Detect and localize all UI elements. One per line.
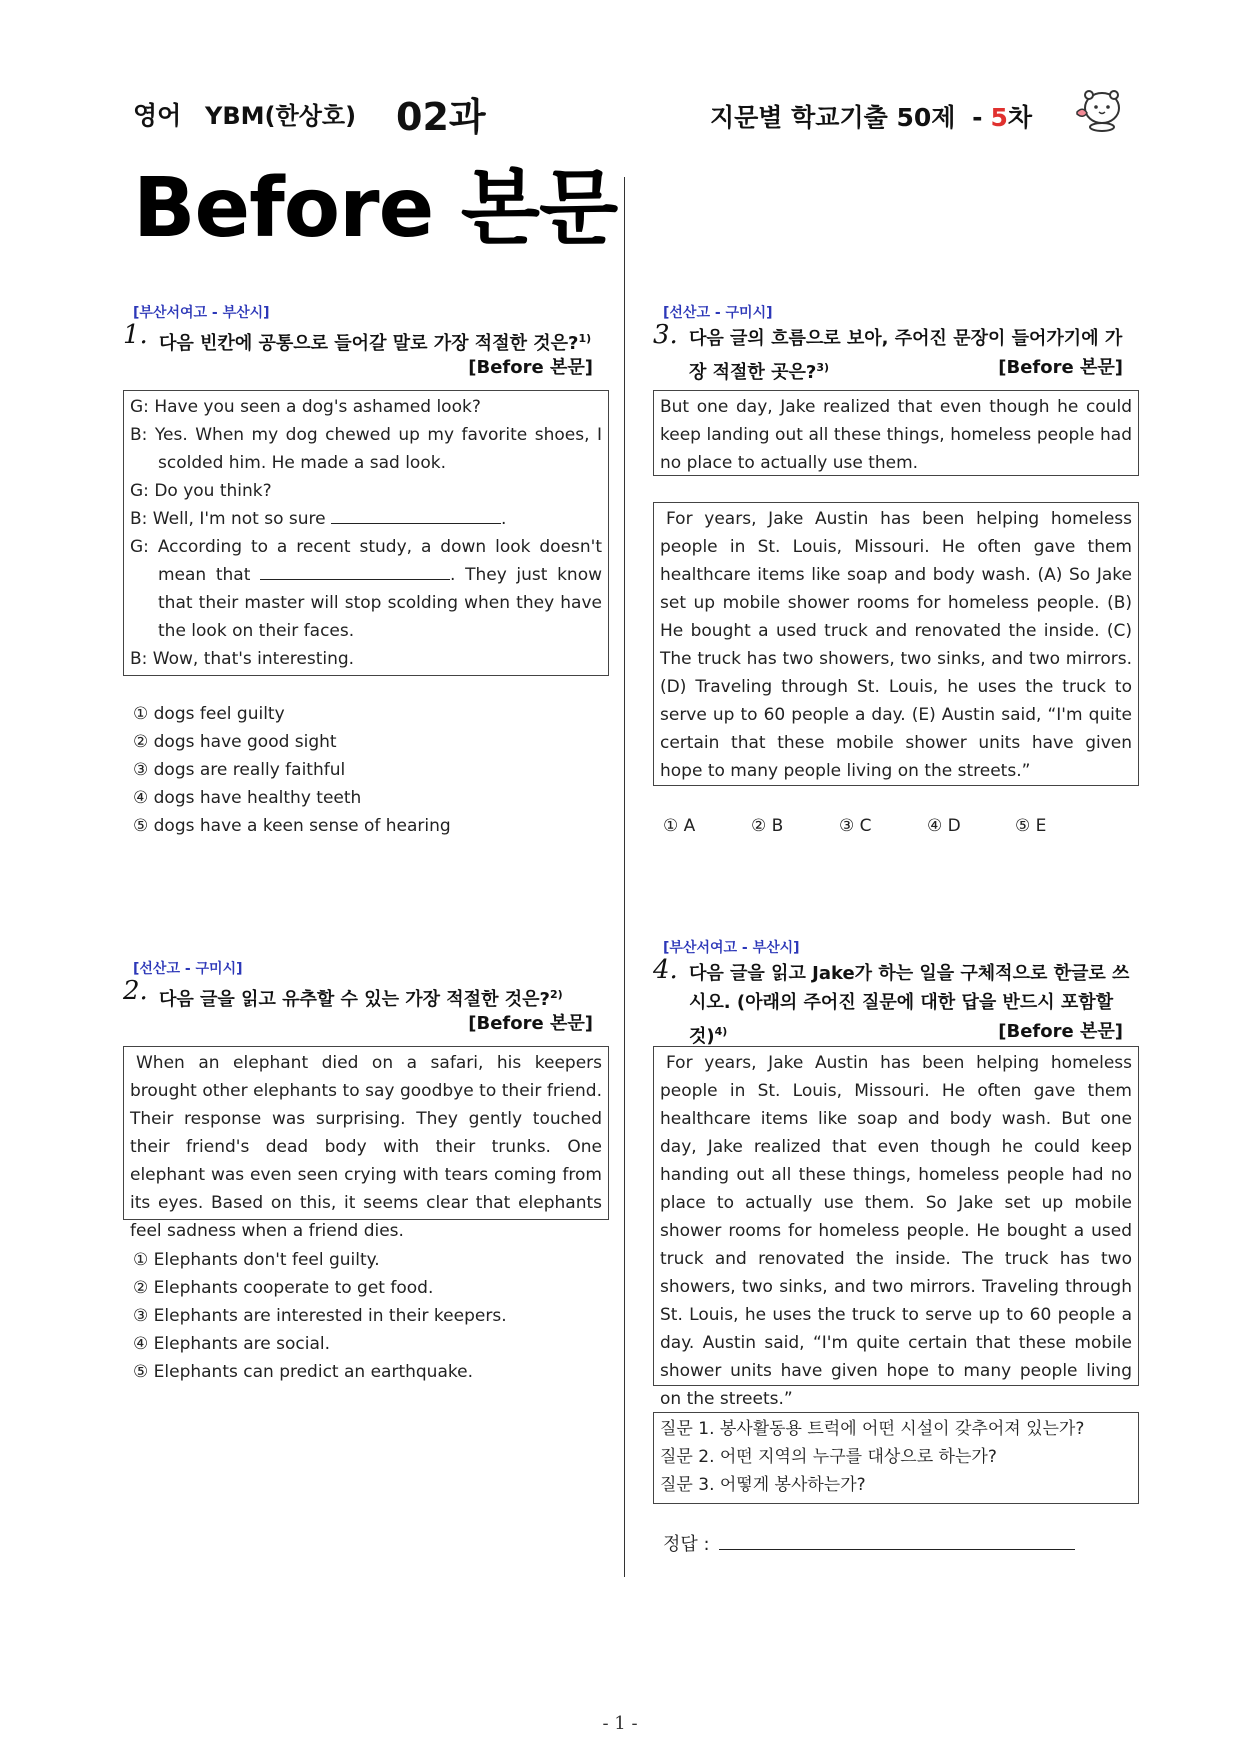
q4-prompt-line2: 시오. (아래의 주어진 질문에 대한 답을 반드시 포함할 (689, 992, 1114, 1013)
q4-passage: For years, Jake Austin has been helping homeless people in St. Louis, Missouri. He often gave them healthcare items like soap and body wash. But one day, Jake realized that even though he could keep handing out all these things, homeless people had no place to actually use them. So Jake set up mobile shower rooms for homeless people. He bought a used truck and renovated the inside. The truck has two showers, two sinks, and two mirrors. Traveling through St. Louis, he uses the truck to serve up to 60 people a day. Austin said, “I'm quite certain that these mobile shower units have given hope to many people living on the streets.” (660, 1053, 1132, 1409)
q3-choices (663, 816, 1103, 836)
q4-tag: [Before 본문] (998, 1021, 1123, 1042)
collection-header (710, 98, 1032, 134)
q2-footnote: 2) (549, 988, 563, 1001)
q4-number: 4. (653, 955, 678, 985)
dialogue-line: G: Have you seen a dog's ashamed look? (130, 397, 481, 417)
answer-blank (260, 561, 450, 580)
answer-label: 정답 : (663, 1534, 710, 1555)
choice-option[interactable]: ② Elephants cooperate to get food. (133, 1278, 434, 1298)
sub-question: 질문 2. 어떤 지역의 누구를 대상으로 하는가? (660, 1447, 997, 1467)
q1-choices (133, 700, 451, 840)
q2-number: 2. (123, 976, 148, 1006)
q3-tag: [Before 본문] (998, 357, 1123, 378)
round-number: 5 (990, 103, 1008, 132)
choice-option[interactable]: ⑤ E (1015, 816, 1047, 836)
round-suffix: 차 (1007, 103, 1033, 132)
column-divider (624, 177, 625, 1577)
q2-passage: When an elephant died on a safari, his keepers brought other elephants to say goodbye to their friend. Their response was surprising. They gently touched their friend's dead body with their trunks. One elephant was even seen crying with tears coming from its eyes. Based on this, it seems clear that elephants feel sadness when a friend dies. (130, 1053, 602, 1241)
q3-header (653, 320, 1139, 384)
q3-footnote: 3) (816, 361, 829, 374)
q4-prompt-line3: 것) (689, 1026, 715, 1047)
publisher-label: YBM(한상호) (205, 102, 357, 130)
q3-school: [선산고 - 구미시] (663, 305, 773, 321)
q3-given-sentence: But one day, Jake realized that even though he could keep landing out all these things, homeless people had no place to actually use them. (660, 397, 1132, 473)
header-dash: - (972, 103, 983, 132)
q2-choices (133, 1246, 507, 1386)
page-number: - 1 - (602, 1713, 638, 1734)
q1-number: 1. (123, 320, 148, 350)
choice-option[interactable]: ① Elephants don't feel guilty. (133, 1250, 380, 1270)
q3-number: 3. (653, 320, 678, 350)
dialogue-line: B: Yes. When my dog chewed up my favorite shoes, I scolded him. He made a sad look. (130, 425, 602, 473)
choice-option[interactable]: ⑤ dogs have a keen sense of hearing (133, 816, 451, 836)
answer-blank (331, 505, 501, 524)
q4-header (653, 955, 1139, 1047)
q4-footnote: 4) (714, 1025, 728, 1038)
q3-given-sentence-box (653, 390, 1139, 476)
dialogue-line: G: According to a recent study, a down look doesn't mean that . They just know that their master will stop scolding when they have the look on their faces. (130, 537, 603, 641)
q3-passage: For years, Jake Austin has been helping homeless people in St. Louis, Missouri. He often gave them healthcare items like soap and body wash. (A) So Jake set up mobile shower rooms for homeless people. (B) He bought a used truck and renovated the inside. (C) The truck has two showers, two sinks, and two mirrors. (D) Traveling through St. Louis, he uses the truck to serve up to 60 people a day. (E) Austin said, “I'm quite certain that these mobile shower units have given hope to many people living on the streets.” (660, 509, 1132, 781)
sub-question: 질문 3. 어떻게 봉사하는가? (660, 1475, 866, 1495)
q2-tag: [Before 본문] (468, 1013, 593, 1034)
sub-question: 질문 1. 봉사활동용 트럭에 어떤 시설이 갖추어져 있는가? (660, 1419, 1085, 1439)
q4-school: [부산서여고 - 부산시] (663, 940, 800, 956)
q1-school: [부산서여고 - 부산시] (133, 305, 270, 321)
choice-option[interactable]: ① A (663, 816, 696, 836)
choice-option[interactable]: ② B (751, 816, 784, 836)
q1-dialogue-box (123, 390, 609, 676)
dialogue-line: G: Do you think? (130, 481, 272, 501)
choice-option[interactable]: ④ Elephants are social. (133, 1334, 331, 1354)
q3-prompt-line1: 다음 글의 흐름으로 보아, 주어진 문장이 들어가기에 가 (689, 328, 1123, 349)
q1-tag: [Before 본문] (468, 357, 593, 378)
q4-subquestions-box (653, 1412, 1139, 1504)
q3-prompt-line2: 장 적절한 곳은? (689, 362, 817, 383)
bear-mascot-icon (1074, 86, 1122, 132)
answer-input-line[interactable] (719, 1531, 1075, 1550)
q1-header (123, 320, 609, 384)
choice-option[interactable]: ③ Elephants are interested in their keepers. (133, 1306, 507, 1326)
q2-school: [선산고 - 구미시] (133, 961, 243, 977)
q4-prompt-line1: 다음 글을 읽고 Jake가 하는 일을 구체적으로 한글로 쓰 (689, 963, 1130, 984)
q1-prompt: 다음 빈칸에 공통으로 들어갈 말로 가장 적절한 것은? (159, 333, 579, 354)
subject-label: 영어 (133, 101, 182, 130)
collection-label: 지문별 학교기출 50제 (710, 103, 956, 132)
dialogue-line: B: Well, I'm not so sure . (130, 505, 602, 533)
page-title: Before 본문 (133, 161, 618, 256)
q4-passage-box (653, 1046, 1139, 1409)
q2-header (123, 976, 609, 1040)
q1-footnote: 1) (578, 332, 592, 345)
q4-answer-row (663, 1530, 1075, 1556)
choice-option[interactable]: ④ dogs have healthy teeth (133, 788, 362, 808)
lesson-label: 02과 (396, 95, 486, 139)
q2-passage-box (123, 1046, 609, 1241)
q3-passage-box (653, 502, 1139, 786)
dialogue-line: B: Wow, that's interesting. (130, 649, 355, 669)
choice-option[interactable]: ③ C (839, 816, 872, 836)
choice-option[interactable]: ② dogs have good sight (133, 732, 337, 752)
q2-prompt: 다음 글을 읽고 유추할 수 있는 가장 적절한 것은? (159, 989, 550, 1010)
choice-option[interactable]: ④ D (927, 816, 961, 836)
choice-option[interactable]: ① dogs feel guilty (133, 704, 285, 724)
choice-option[interactable]: ⑤ Elephants can predict an earthquake. (133, 1362, 473, 1382)
choice-option[interactable]: ③ dogs are really faithful (133, 760, 346, 780)
